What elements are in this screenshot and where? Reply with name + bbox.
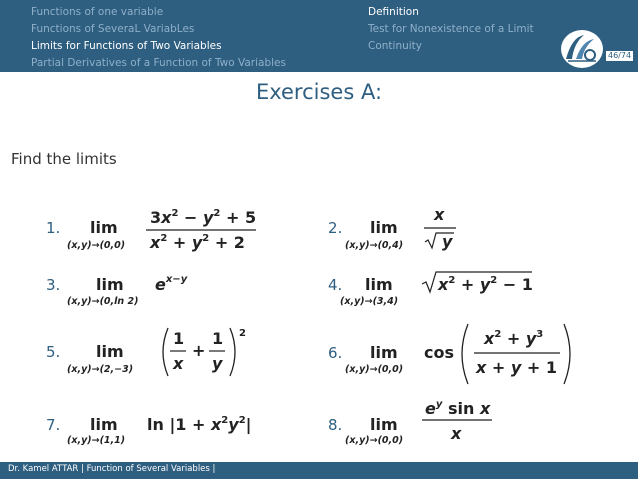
fraction-denominator: y — [442, 232, 453, 251]
fraction-numerator: x — [434, 205, 445, 224]
exercise-1 — [0, 200, 300, 264]
limit-operator: lim — [365, 275, 393, 294]
limit-subscript: (x,y)→(3,4) — [340, 296, 399, 307]
university-logo-icon — [560, 29, 604, 69]
limit-operator: lim — [370, 415, 398, 434]
fraction-numerator: $e^y$ sin x — [425, 399, 491, 418]
subsection-nav — [368, 4, 534, 55]
slide-title: Exercises A: — [255, 80, 383, 104]
nav-limits-two-variables[interactable]: Limits for Functions of Two Variables — [31, 40, 222, 52]
limit-subscript: (x,y)→(0,0) — [67, 240, 126, 251]
exercise-7 — [0, 395, 300, 449]
limit-operator: lim — [370, 218, 398, 237]
exercise-number: 7. — [46, 416, 61, 434]
exercise-number: 8. — [328, 416, 343, 434]
exercise-number: 5. — [46, 343, 61, 361]
limit-subscript: (x,y)→(2,−3) — [67, 364, 134, 375]
fraction-denominator: x + y + 1 — [476, 358, 557, 377]
footer-bar — [0, 462, 638, 479]
limit-operator: lim — [96, 275, 124, 294]
exercise-4 — [300, 268, 560, 322]
exercise-2 — [300, 200, 520, 264]
svg-text:y: y — [212, 354, 223, 373]
limit-subscript: (x,y)→(0,4) — [345, 240, 404, 251]
nav-functions-one-variable[interactable]: Functions of one variable — [31, 6, 164, 18]
page-number: 46/74 — [608, 51, 632, 60]
svg-text:1: 1 — [212, 329, 224, 348]
exercise-number: 6. — [328, 344, 343, 362]
exercise-number: 4. — [328, 276, 343, 294]
limit-subscript: (x,y)→(0,0) — [345, 435, 404, 446]
exercise-number: 2. — [328, 219, 343, 237]
limit-expression: $x^2 + y^2 - 1$ — [438, 275, 533, 294]
nav-partial-derivatives[interactable]: Partial Derivatives of a Function of Two Variables — [31, 57, 286, 69]
limit-operator: lim — [90, 218, 118, 237]
nav-definition[interactable]: Definition — [368, 6, 419, 18]
footer-author: Dr. Kamel ATTAR | Function of Several Variables | — [8, 464, 216, 474]
exercise-6 — [300, 318, 600, 390]
section-nav — [31, 4, 286, 72]
svg-text:1: 1 — [173, 329, 185, 348]
limit-expression: $e^{x-y}$ — [155, 274, 188, 294]
header-bar — [0, 0, 638, 72]
nav-test-nonexistence[interactable]: Test for Nonexistence of a Limit — [368, 23, 534, 35]
fraction-numerator: $3x^2 - y^2 + 5$ — [150, 208, 257, 227]
nav-continuity[interactable]: Continuity — [368, 40, 423, 52]
svg-text:cos: cos — [424, 343, 454, 362]
exercise-3 — [0, 268, 300, 322]
fraction-denominator: $x^2 + y^2 + 2$ — [150, 233, 245, 252]
limit-operator: lim — [96, 342, 124, 361]
limit-subscript: (x,y)→(0,ln 2) — [67, 296, 139, 307]
limit-expression: $\ln |1 + x^2y^2|$ — [147, 415, 252, 434]
svg-text:+: + — [192, 341, 206, 360]
exercise-number: 1. — [46, 219, 61, 237]
right-paren — [230, 328, 235, 376]
exercise-number: 3. — [46, 276, 61, 294]
fraction-denominator: x — [451, 424, 462, 443]
exercise-5 — [0, 322, 300, 386]
svg-text:2: 2 — [239, 328, 246, 339]
nav-functions-several-variables[interactable]: Functions of SeveraL VariabLes — [31, 23, 195, 35]
limit-subscript: (x,y)→(1,1) — [67, 435, 126, 446]
exercise-8 — [300, 395, 520, 454]
svg-text:x: x — [173, 354, 184, 373]
limit-operator: lim — [90, 415, 118, 434]
fraction-numerator: $x^2 + y^3$ — [484, 329, 544, 348]
limit-operator: lim — [370, 343, 398, 362]
limit-subscript: (x,y)→(0,0) — [345, 364, 404, 375]
instruction-text: Find the limits — [11, 150, 117, 168]
left-paren — [163, 328, 168, 376]
